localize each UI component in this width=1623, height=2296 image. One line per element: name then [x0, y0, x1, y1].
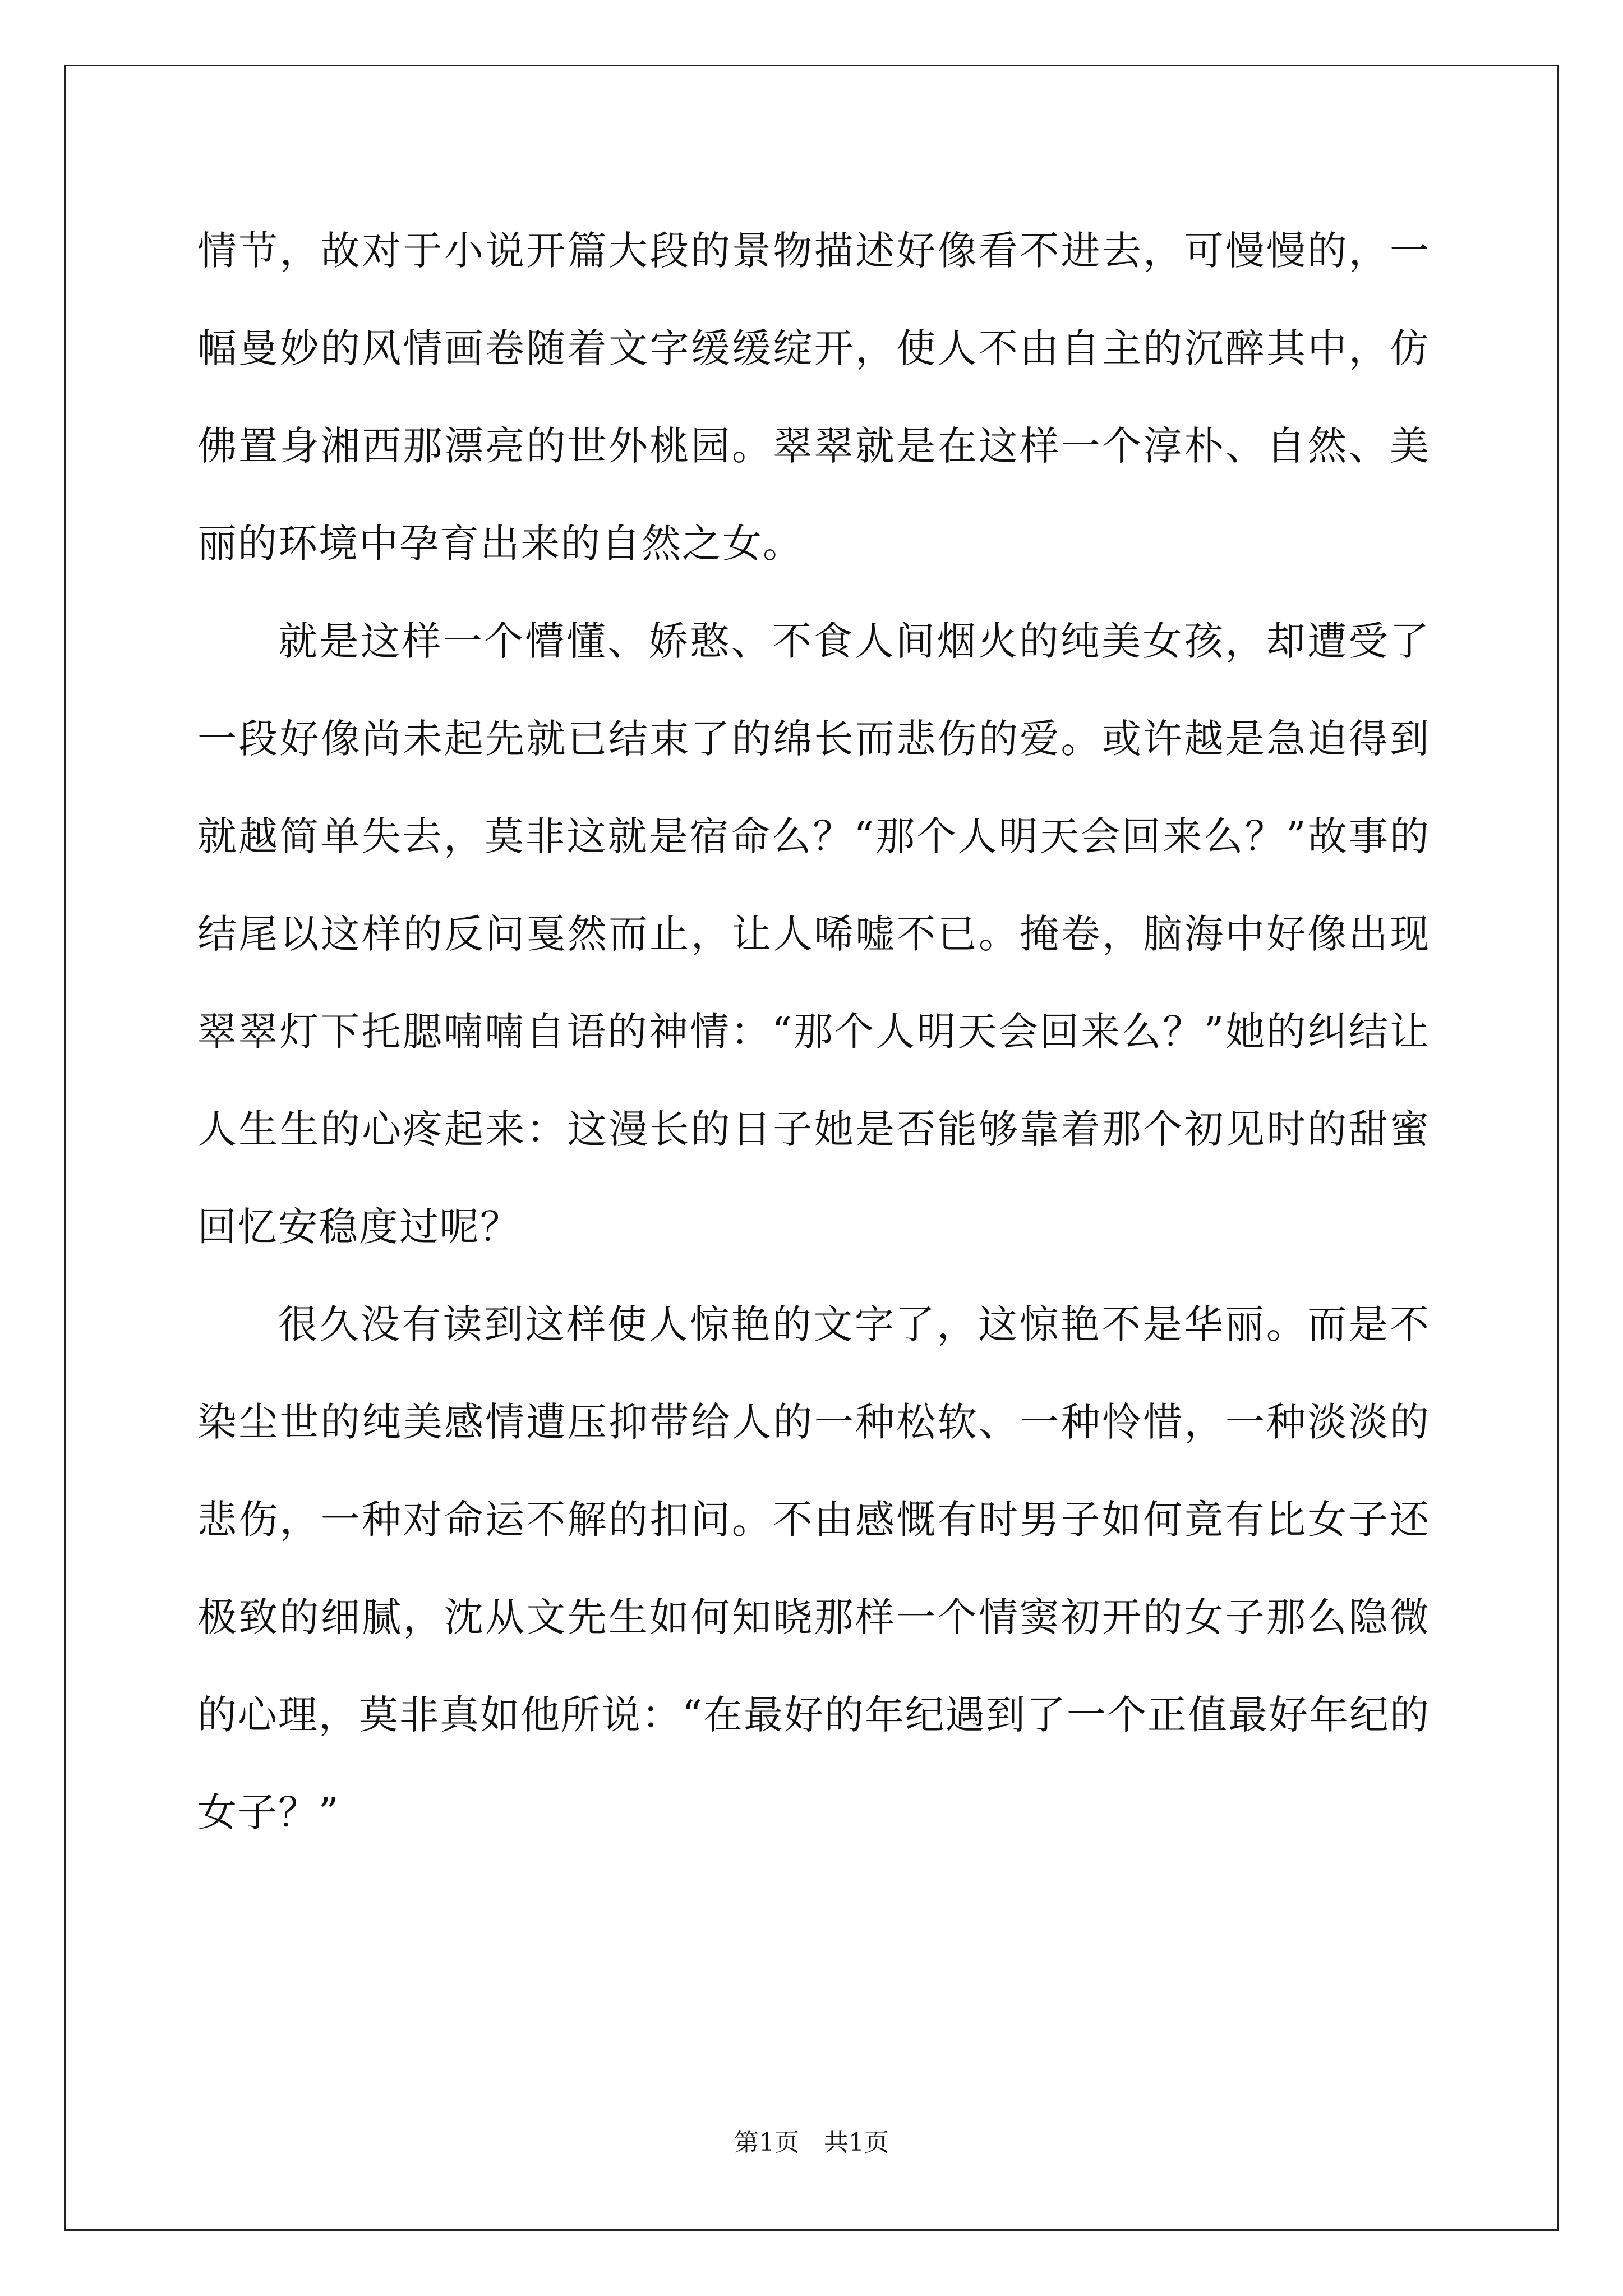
document-body	[197, 202, 1430, 1861]
page-footer: 第1页 共1页	[734, 2128, 889, 2157]
paragraph-3: 很久没有读到这样使人惊艳的文字了，这惊艳不是华丽。而是不染尘世的纯美感情遭压抑带给人的一种松软、一种怜惜，一种淡淡的悲伤，一种对命运不解的扣问。不由感慨有时男子如何竟有比女子还极致的细腻，沈从文先生如何知晓那样一个情窦初开的女子那么隐微的心理，莫非真如他所说：“在最好的年纪遇到了一个正值最好年纪的女子？”	[197, 1301, 1430, 1835]
paragraph-2: 就是这样一个懵懂、娇憨、不食人间烟火的纯美女孩，却遭受了一段好像尚未起先就已结束了的绵长而悲伤的爱。或许越是急迫得到就越简单失去，莫非这就是宿命么？“那个人明天会回来么？”故事的结尾以这样的反问戛然而止，让人唏嘘不已。掩卷，脑海中好像出现翠翠灯下托腮喃喃自语的神情：“那个人明天会回来么？”她的纠结让人生生的心疼起来：这漫长的日子她是否能够靠着那个初见时的甜蜜回忆安稳度过呢？	[197, 618, 1430, 1250]
paragraph-1: 情节，故对于小说开篇大段的景物描述好像看不进去，可慢慢的，一幅曼妙的风情画卷随着文字缓缓绽开，使人不由自主的沉醉其中，仿佛置身湘西那漂亮的世外桃园。翠翠就是在这样一个淳朴、自然、美丽的环境中孕育出来的自然之女。	[197, 228, 1430, 567]
